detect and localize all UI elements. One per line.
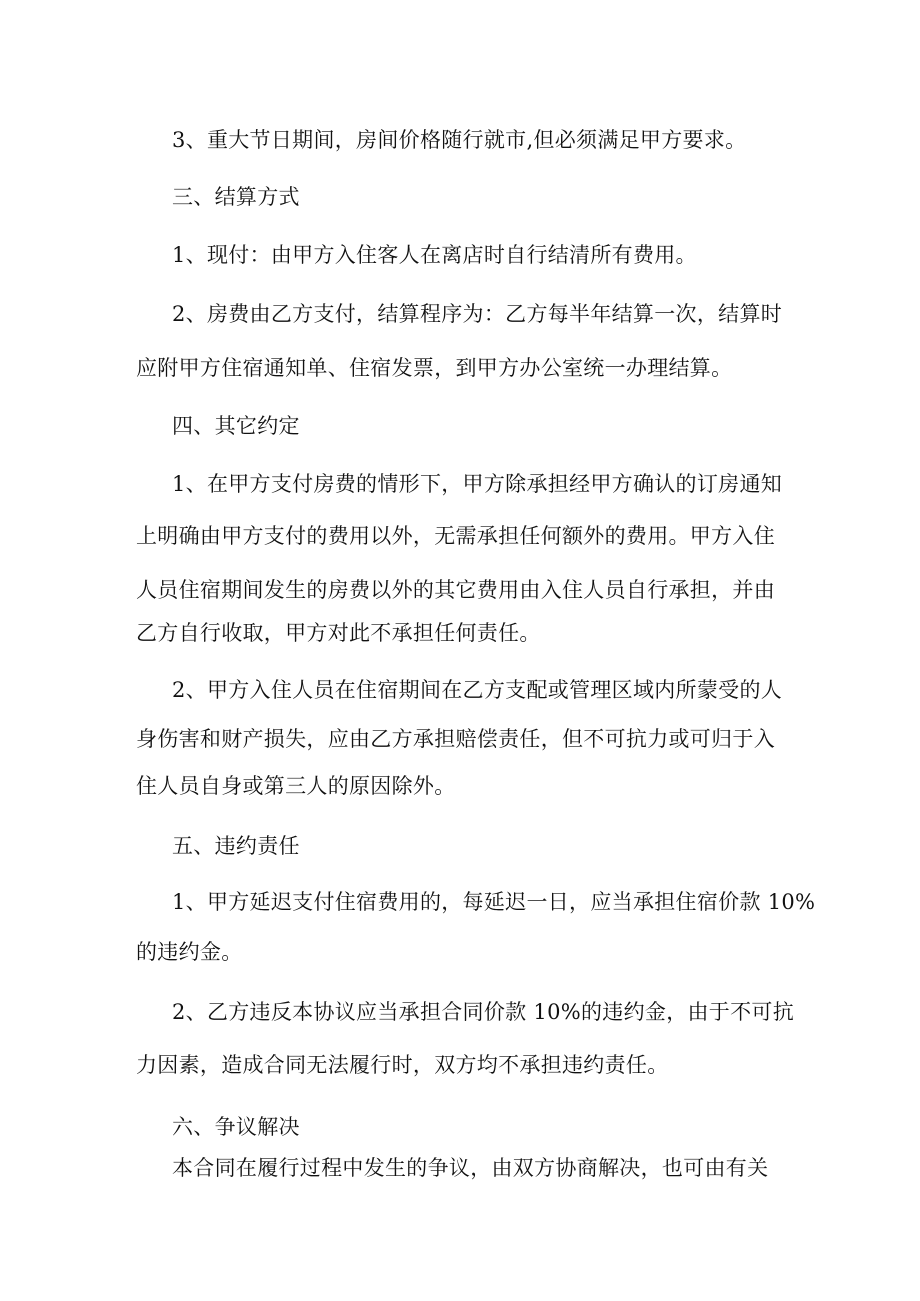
paragraph-line: 住人员自身或第三人的原因除外。 xyxy=(136,774,456,798)
paragraph-line: 2、甲方入住人员在住宿期间在乙方支配或管理区域内所蒙受的人 xyxy=(172,678,783,702)
paragraph-line: 人员住宿期间发生的房费以外的其它费用由入住人员自行承担，并由 xyxy=(136,578,775,602)
paragraph-line: 本合同在履行过程中发生的争议，由双方协商解决，也可由有关 xyxy=(172,1156,769,1180)
paragraph-line: 3、重大节日期间，房间价格随行就市,但必须满足甲方要求。 xyxy=(172,128,747,152)
paragraph-line: 乙方自行收取，甲方对此不承担任何责任。 xyxy=(136,621,541,645)
paragraph-line: 2、乙方违反本协议应当承担合同价款 10%的违约金，由于不可抗 xyxy=(172,1000,795,1024)
paragraph-line: 1、现付：由甲方入住客人在离店时自行结清所有费用。 xyxy=(172,243,697,267)
section-heading: 六、争议解决 xyxy=(172,1115,300,1139)
paragraph-line: 身伤害和财产损失，应由乙方承担赔偿责任，但不可抗力或可归于入 xyxy=(136,727,775,751)
section-heading: 五、违约责任 xyxy=(172,834,300,858)
paragraph-line: 力因素，造成合同无法履行时，双方均不承担违约责任。 xyxy=(136,1053,669,1077)
paragraph-line: 1、甲方延迟支付住宿费用的，每延迟一日，应当承担住宿价款 10% xyxy=(172,890,816,914)
paragraph-line: 的违约金。 xyxy=(136,940,243,964)
paragraph-line: 2、房费由乙方支付，结算程序为：乙方每半年结算一次，结算时 xyxy=(172,302,783,326)
section-heading: 四、其它约定 xyxy=(172,414,300,438)
paragraph-line: 应附甲方住宿通知单、住宿发票，到甲方办公室统一办理结算。 xyxy=(136,356,733,380)
paragraph-line: 1、在甲方支付房费的情形下，甲方除承担经甲方确认的订房通知 xyxy=(172,472,783,496)
paragraph-line: 上明确由甲方支付的费用以外，无需承担任何额外的费用。甲方入住 xyxy=(136,524,775,548)
section-heading: 三、结算方式 xyxy=(172,185,300,209)
